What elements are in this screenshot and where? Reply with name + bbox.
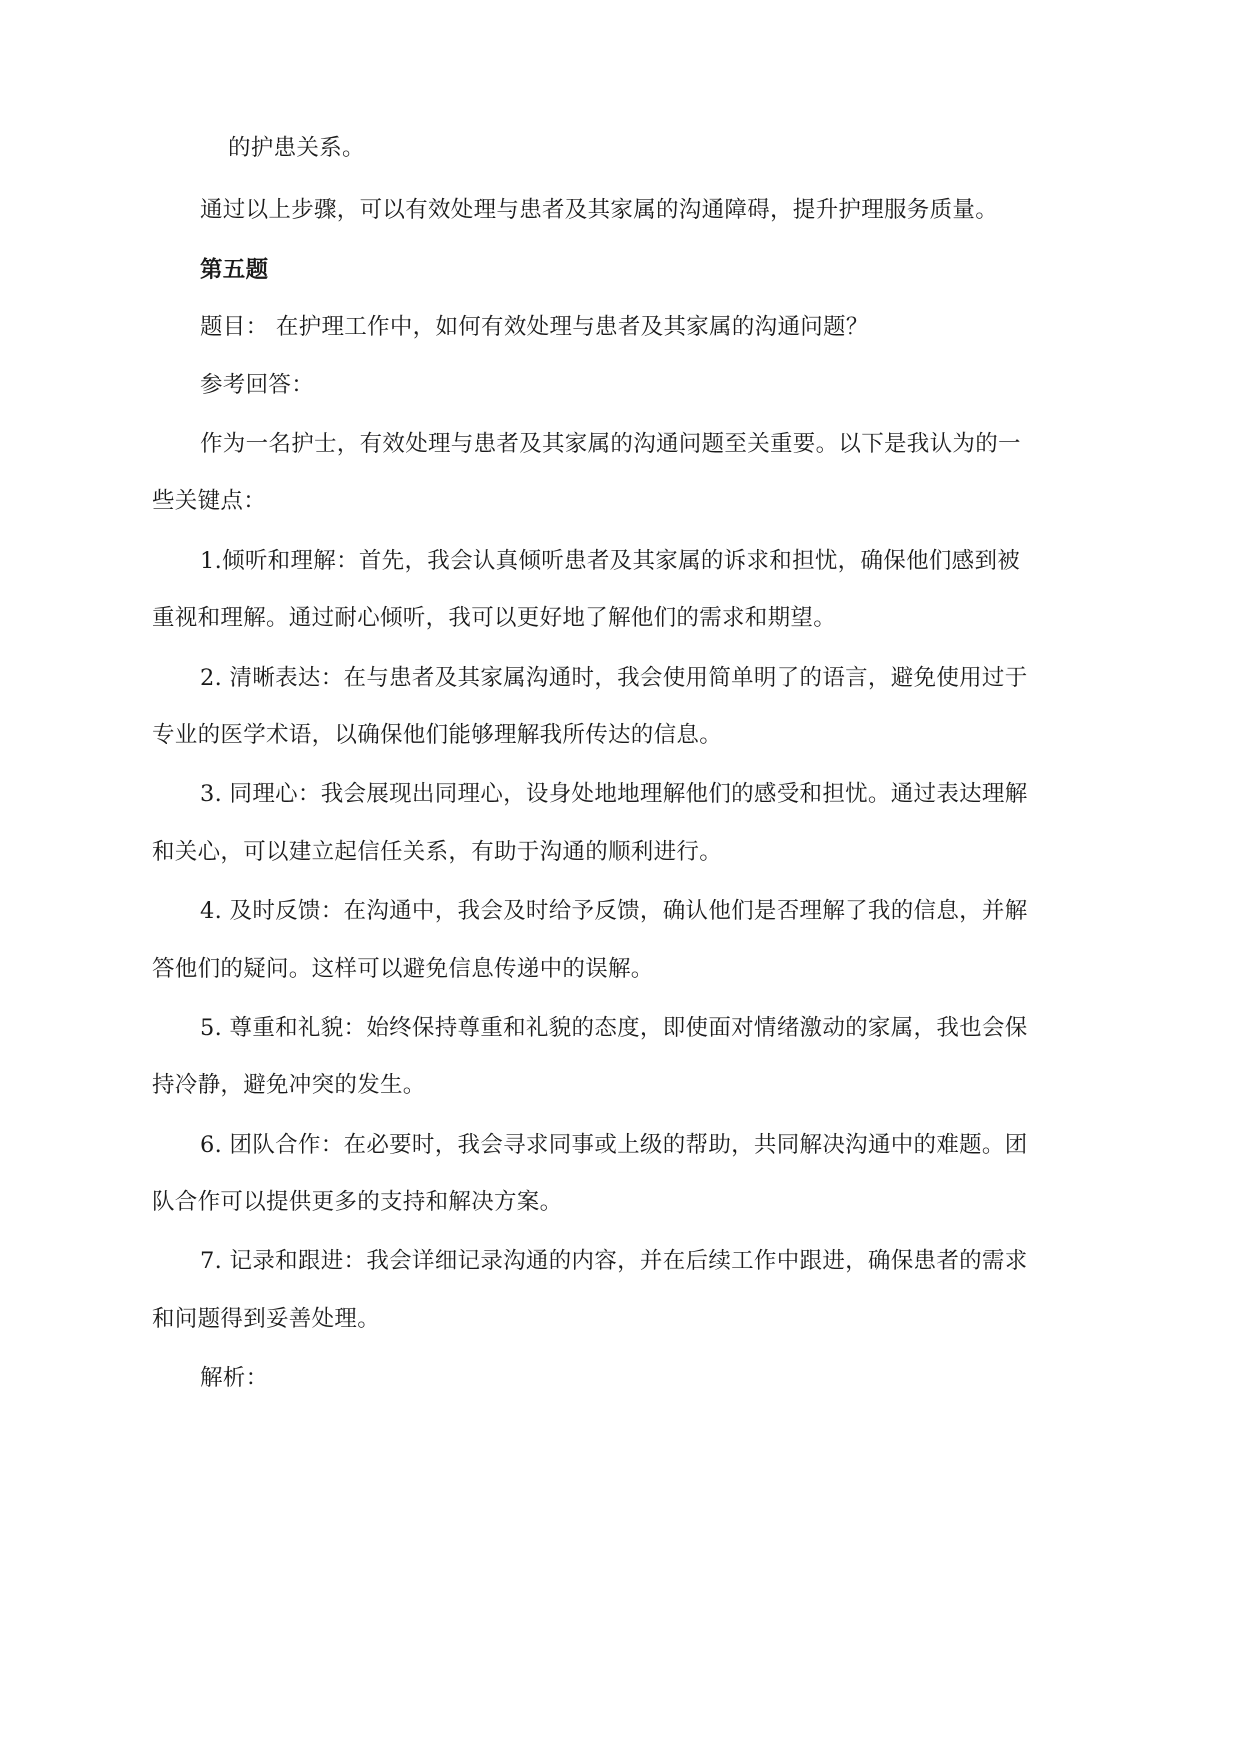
analysis-label: 解析： bbox=[200, 1365, 269, 1391]
list-item-2-cont: 专业的医学术语，以确保他们能够理解我所传达的信息。 bbox=[152, 722, 723, 748]
list-item-3: 3. 同理心：我会展现出同理心，设身处地地理解他们的感受和担忧。通过表达理解 bbox=[200, 781, 1028, 807]
list-item-2: 2. 清晰表达：在与患者及其家属沟通时，我会使用简单明了的语言，避免使用过于 bbox=[200, 665, 1028, 691]
list-item-5-cont: 持冷静，避免冲突的发生。 bbox=[152, 1072, 426, 1098]
list-item-1-cont: 重视和理解。通过耐心倾听，我可以更好地了解他们的需求和期望。 bbox=[152, 605, 837, 631]
list-item-4: 4. 及时反馈：在沟通中，我会及时给予反馈，确认他们是否理解了我的信息，并解 bbox=[200, 898, 1028, 924]
list-item-3-cont: 和关心，可以建立起信任关系，有助于沟通的顺利进行。 bbox=[152, 839, 723, 865]
section-heading: 第五题 bbox=[200, 257, 269, 283]
list-item-7: 7. 记录和跟进：我会详细记录沟通的内容，并在后续工作中跟进，确保患者的需求 bbox=[200, 1248, 1028, 1274]
text-line: 通过以上步骤，可以有效处理与患者及其家属的沟通障碍，提升护理服务质量。 bbox=[200, 197, 999, 223]
list-item-6: 6. 团队合作：在必要时，我会寻求同事或上级的帮助，共同解决沟通中的难题。团 bbox=[200, 1132, 1028, 1158]
list-item-6-cont: 队合作可以提供更多的支持和解决方案。 bbox=[152, 1189, 563, 1215]
list-item-1: 1.倾听和理解：首先，我会认真倾听患者及其家属的诉求和担忧，确保他们感到被 bbox=[200, 548, 1021, 574]
list-item-4-cont: 答他们的疑问。这样可以避免信息传递中的误解。 bbox=[152, 956, 654, 982]
text-line: 的护患关系。 bbox=[228, 135, 365, 161]
list-item-7-cont: 和问题得到妥善处理。 bbox=[152, 1306, 381, 1332]
text-line: 些关键点： bbox=[152, 488, 267, 514]
answer-label: 参考回答： bbox=[200, 372, 315, 398]
list-item-5: 5. 尊重和礼貌：始终保持尊重和礼貌的态度，即使面对情绪激动的家属，我也会保 bbox=[200, 1015, 1028, 1041]
text-line: 作为一名护士，有效处理与患者及其家属的沟通问题至关重要。以下是我认为的一 bbox=[200, 431, 1021, 457]
question-line: 题目： 在护理工作中，如何有效处理与患者及其家属的沟通问题？ bbox=[200, 314, 869, 340]
